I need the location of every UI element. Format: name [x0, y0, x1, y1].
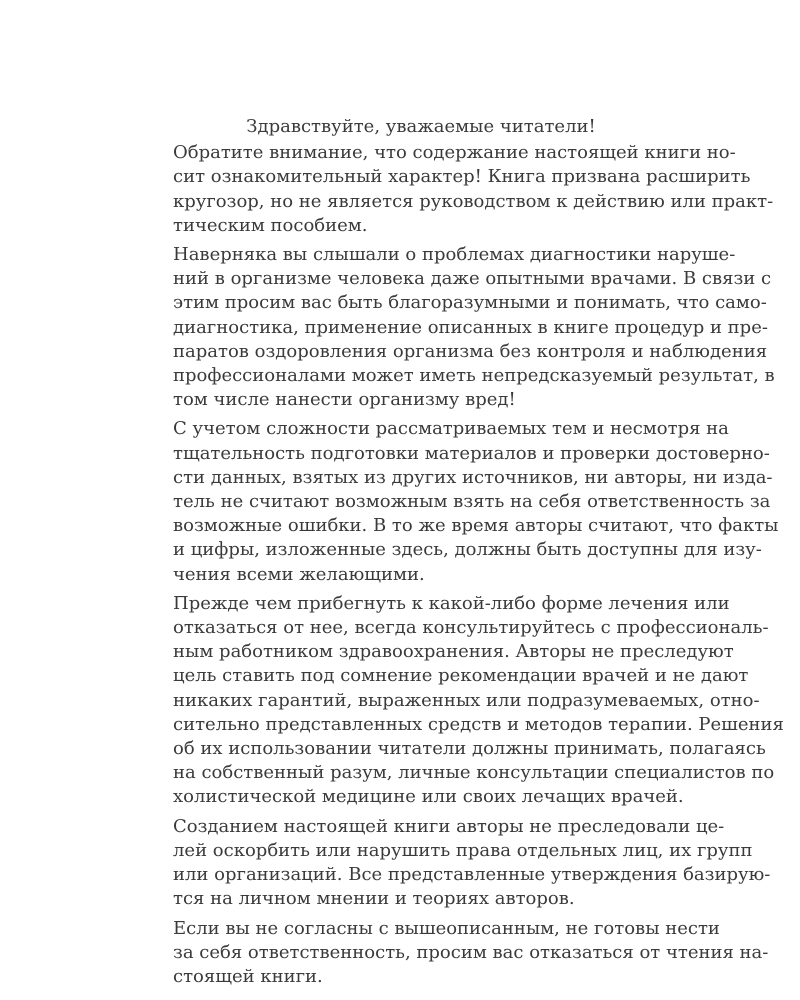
- paragraph-line: паратов оздоровления организма без контроля и наблюдения: [173, 340, 768, 362]
- paragraph-line: том числе нанести организму вред!: [173, 389, 516, 411]
- paragraph-line: сительно представленных средств и методов терапии. Решения: [173, 713, 784, 735]
- paragraph-line: стоящей книги.: [173, 965, 323, 987]
- paragraph-3: [141, 417, 779, 586]
- paragraph-line: никаких гарантий, выраженных или подразумеваемых, отно-: [173, 689, 760, 711]
- paragraph-6: [141, 917, 769, 990]
- paragraph-line: Обратите внимание, что содержание настоящей книги но-: [173, 142, 736, 164]
- paragraph-line: этим просим вас быть благоразумными и понимать, что само-: [173, 292, 767, 314]
- paragraph-line: тическим пособием.: [173, 214, 368, 236]
- disclaimer-text-block: [141, 115, 784, 994]
- paragraph-line: ний в организме человека даже опытными врачами. В связи с: [173, 268, 772, 290]
- paragraph-line: на собственный разум, личные консультации специалистов по: [173, 762, 775, 784]
- paragraph-5: [141, 815, 771, 912]
- paragraph-line: или организаций. Все представленные утверждения базирую-: [173, 864, 771, 886]
- paragraph-line: сит ознакомительный характер! Книга призвана расширить: [173, 166, 751, 188]
- paragraph-line: возможные ошибки. В то же время авторы считают, что факты: [173, 515, 779, 537]
- paragraph-line: об их использовании читатели должны принимать, полагаясь: [173, 738, 766, 760]
- paragraph-line: лей оскорбить или нарушить права отдельных лиц, их групп: [173, 839, 753, 861]
- paragraph-line: Прежде чем прибегнуть к какой-либо форме лечения или: [173, 592, 730, 614]
- paragraph-line: цель ставить под сомнение рекомендации врачей и не дают: [173, 665, 749, 687]
- paragraph-line: за себя ответственность, просим вас отказаться от чтения на-: [173, 941, 769, 963]
- paragraph-line: холистической медицине или своих лечащих врачей.: [173, 786, 684, 808]
- paragraph-line: тся на личном мнении и теориях авторов.: [173, 888, 575, 910]
- paragraph-line: отказаться от нее, всегда консультируйтесь с профессиональ-: [173, 617, 769, 639]
- paragraph-line: тщательность подготовки материалов и проверки достоверно-: [173, 442, 770, 464]
- paragraph-line: С учетом сложности рассматриваемых тем и несмотря на: [173, 418, 729, 440]
- greeting-heading: Здравствуйте, уважаемые читатели!: [246, 116, 596, 137]
- paragraph-line: чения всеми желающими.: [173, 563, 425, 585]
- paragraph-line: Наверняка вы слышали о проблемах диагностики наруше-: [173, 244, 736, 266]
- paragraph-4: [141, 592, 784, 810]
- paragraph-line: ным работником здравоохранения. Авторы не преследуют: [173, 641, 734, 663]
- paragraph-line: сти данных, взятых из других источников, ни авторы, ни изда-: [173, 466, 773, 488]
- paragraph-line: диагностика, применение описанных в книге процедур и пре-: [173, 316, 768, 338]
- paragraph-2: [141, 243, 775, 412]
- paragraph-1: [141, 141, 774, 238]
- paragraph-line: тель не считают возможным взять на себя ответственность за: [173, 491, 771, 513]
- paragraph-line: Созданием настоящей книги авторы не преследовали це-: [173, 815, 725, 837]
- paragraph-line: и цифры, изложенные здесь, должны быть доступны для изу-: [173, 539, 762, 561]
- paragraph-line: кругозор, но не является руководством к действию или практ-: [173, 190, 774, 212]
- paragraph-line: Если вы не согласны с вышеописанным, не готовы нести: [173, 917, 720, 939]
- paragraph-line: профессионалами может иметь непредсказуемый результат, в: [173, 365, 775, 387]
